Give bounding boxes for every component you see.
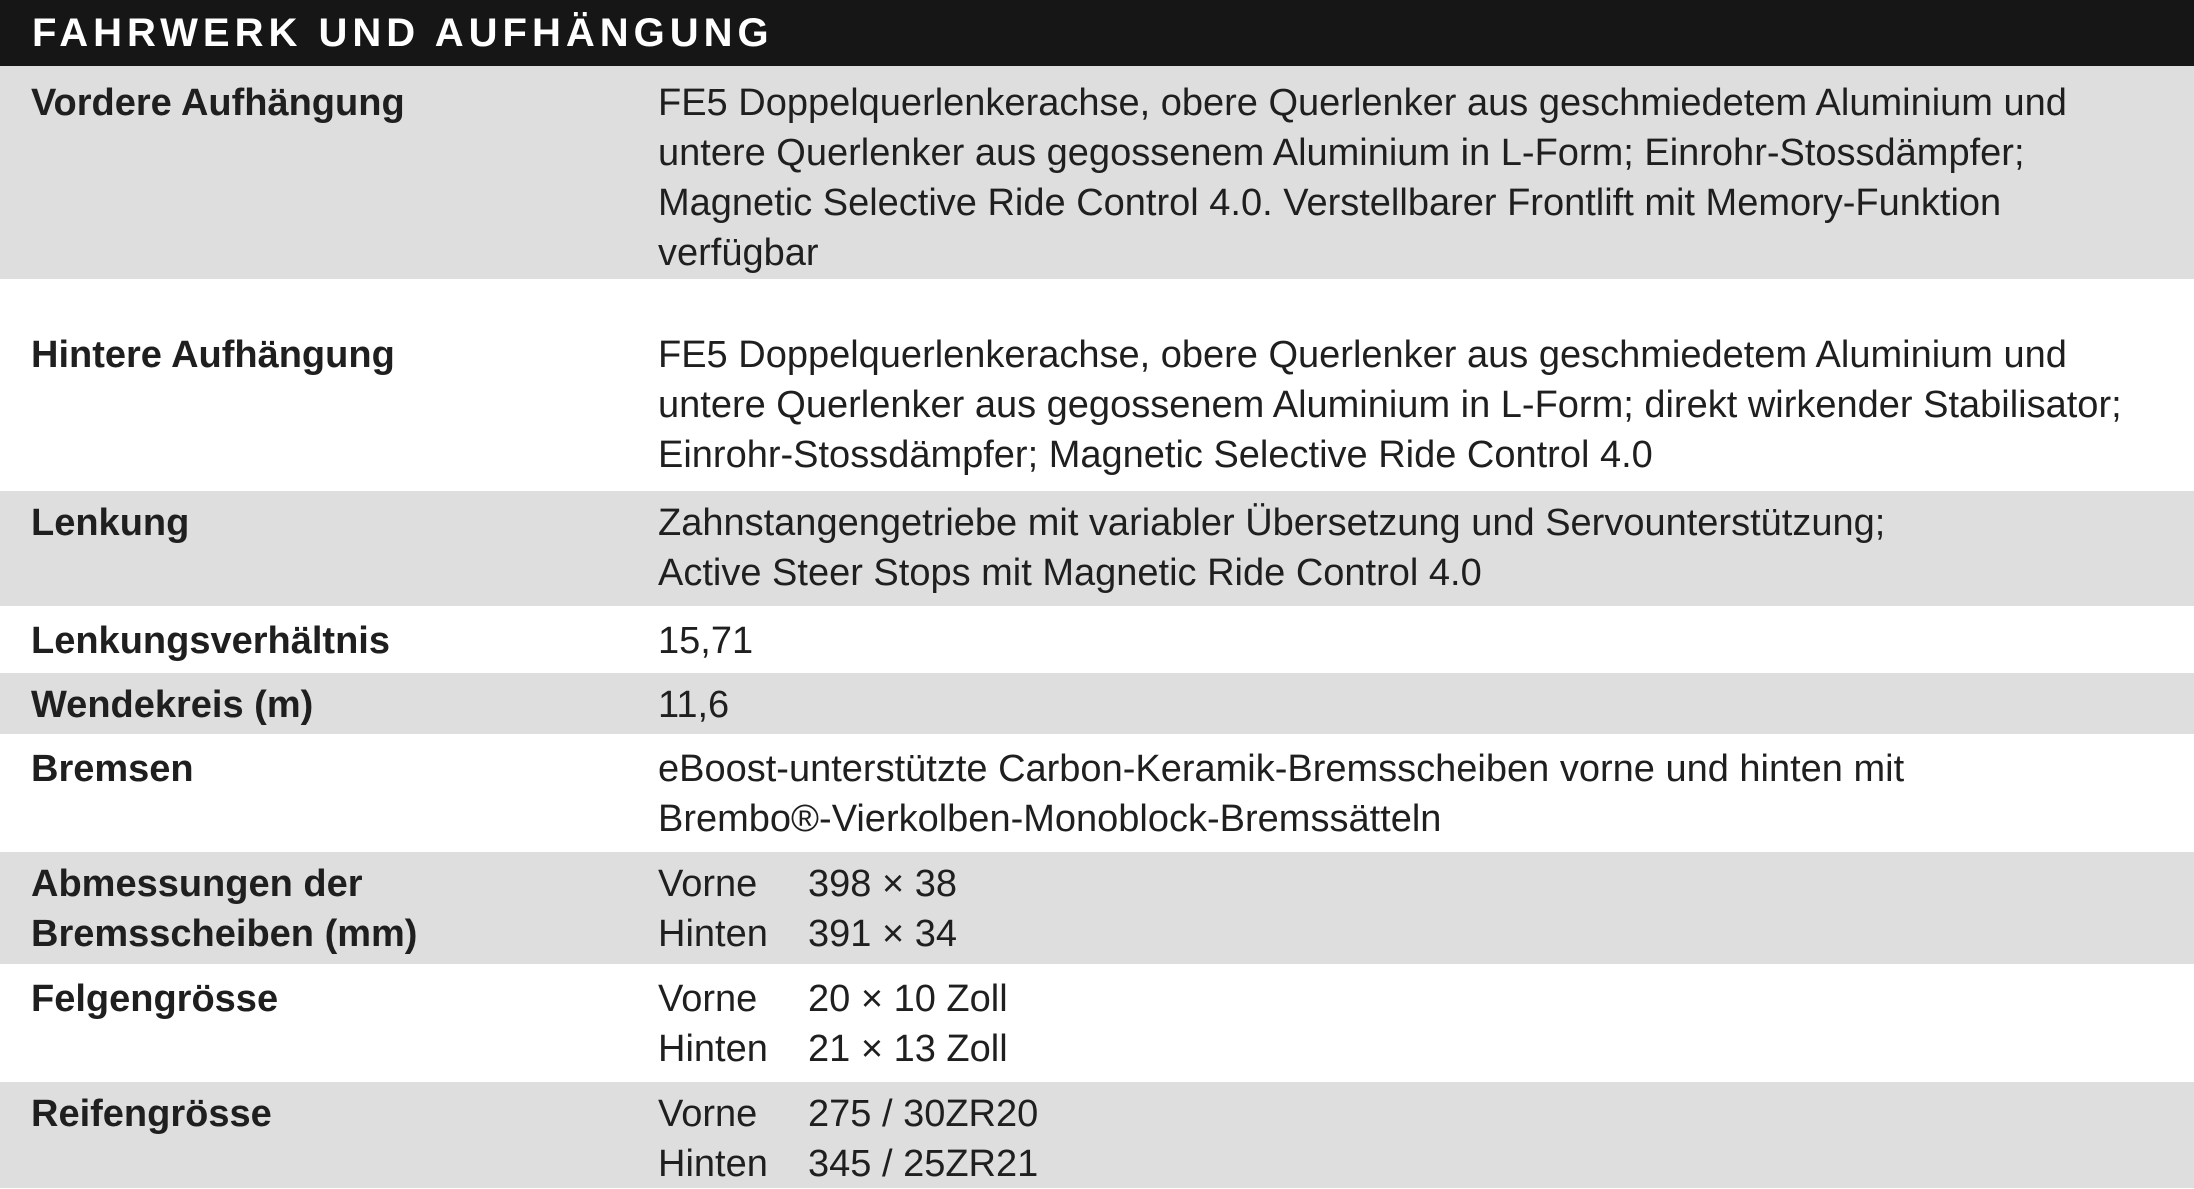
- spec-value: [658, 498, 2194, 606]
- spec-label: Lenkungsverhältnis: [31, 620, 390, 662]
- spec-label: Reifengrösse: [31, 1093, 272, 1135]
- spec-value-line: Zahnstangengetriebe mit variabler Übersetzung und Servounterstützung;: [658, 502, 1886, 544]
- section-header: [0, 0, 2194, 66]
- spec-row-rear-suspension: [0, 282, 2194, 491]
- pair-key: Vorne: [658, 863, 758, 905]
- spec-label-line: Bremsscheiben (mm): [31, 913, 418, 955]
- spec-value-line: 11,6: [658, 684, 730, 726]
- spec-row-steering-ratio: [0, 609, 2194, 673]
- spec-row-brake-disc-dimensions: [0, 852, 2194, 967]
- pair-key: Vorne: [658, 1093, 758, 1135]
- spec-pair-front: [658, 974, 2174, 1024]
- spec-value-line: eBoost-unterstützte Carbon-Keramik-Bremsscheiben vorne und hinten mit: [658, 748, 1905, 790]
- spec-label: Hintere Aufhängung: [31, 334, 395, 376]
- spec-value-line: Magnetic Selective Ride Control 4.0. Verstellbarer Frontlift mit Memory-Funktion: [658, 182, 2002, 224]
- spec-row-turning-circle: [0, 673, 2194, 737]
- spec-value: [658, 974, 2194, 1079]
- spec-pair-rear: [658, 1024, 2174, 1074]
- spec-label: Bremsen: [31, 748, 194, 790]
- spec-pair-front: [658, 1089, 2174, 1139]
- spec-label: Felgengrösse: [31, 978, 279, 1020]
- spec-value: [658, 744, 2194, 849]
- pair-value: 21 × 13 Zoll: [808, 1028, 1008, 1070]
- section-title: FAHRWERK UND AUFHÄNGUNG: [32, 10, 774, 55]
- spec-label: Wendekreis (m): [31, 684, 314, 726]
- spec-row-tire-size: [0, 1082, 2194, 1188]
- spec-value: [658, 680, 2194, 734]
- spec-row-brakes: [0, 737, 2194, 852]
- spec-pair-rear: [658, 909, 2174, 959]
- spec-pair-rear: [658, 1139, 2174, 1189]
- spec-row-rim-size: [0, 967, 2194, 1082]
- spec-value-line: untere Querlenker aus gegossenem Aluminium in L-Form; Einrohr-Stossdämpfer;: [658, 132, 2025, 174]
- spec-value-line: FE5 Doppelquerlenkerachse, obere Querlenker aus geschmiedetem Aluminium und: [658, 82, 2067, 124]
- pair-value: 391 × 34: [808, 913, 957, 955]
- spec-value-line: untere Querlenker aus gegossenem Aluminium in L-Form; direkt wirkender Stabilisator;: [658, 384, 2122, 426]
- spec-value-line: Einrohr-Stossdämpfer; Magnetic Selective Ride Control 4.0: [658, 434, 1653, 476]
- spec-value: [658, 859, 2194, 964]
- spec-row-steering: [0, 491, 2194, 609]
- spec-value: [658, 1089, 2194, 1188]
- spec-value: [658, 78, 2194, 279]
- pair-key: Vorne: [658, 978, 758, 1020]
- spec-value-line: Brembo®-Vierkolben-Monoblock-Bremssätteln: [658, 798, 1442, 840]
- spec-label-line: Abmessungen der: [31, 863, 363, 905]
- pair-key: Hinten: [658, 1143, 768, 1185]
- spec-value-line: 15,71: [658, 620, 754, 662]
- spec-value-line: FE5 Doppelquerlenkerachse, obere Querlenker aus geschmiedetem Aluminium und: [658, 334, 2067, 376]
- spec-row-front-suspension: [0, 66, 2194, 282]
- pair-key: Hinten: [658, 1028, 768, 1070]
- pair-value: 398 × 38: [808, 863, 957, 905]
- spec-value: [658, 616, 2194, 670]
- spec-pair-front: [658, 859, 2174, 909]
- pair-value: 345 / 25ZR21: [808, 1143, 1039, 1185]
- spec-value: [658, 330, 2194, 488]
- spec-label: Lenkung: [31, 502, 190, 544]
- spec-value-line: verfügbar: [658, 232, 819, 274]
- spec-label: [0, 859, 658, 964]
- spec-value-line: Active Steer Stops mit Magnetic Ride Control 4.0: [658, 552, 1482, 594]
- pair-key: Hinten: [658, 913, 768, 955]
- spec-label: Vordere Aufhängung: [31, 82, 405, 124]
- pair-value: 275 / 30ZR20: [808, 1093, 1039, 1135]
- pair-value: 20 × 10 Zoll: [808, 978, 1008, 1020]
